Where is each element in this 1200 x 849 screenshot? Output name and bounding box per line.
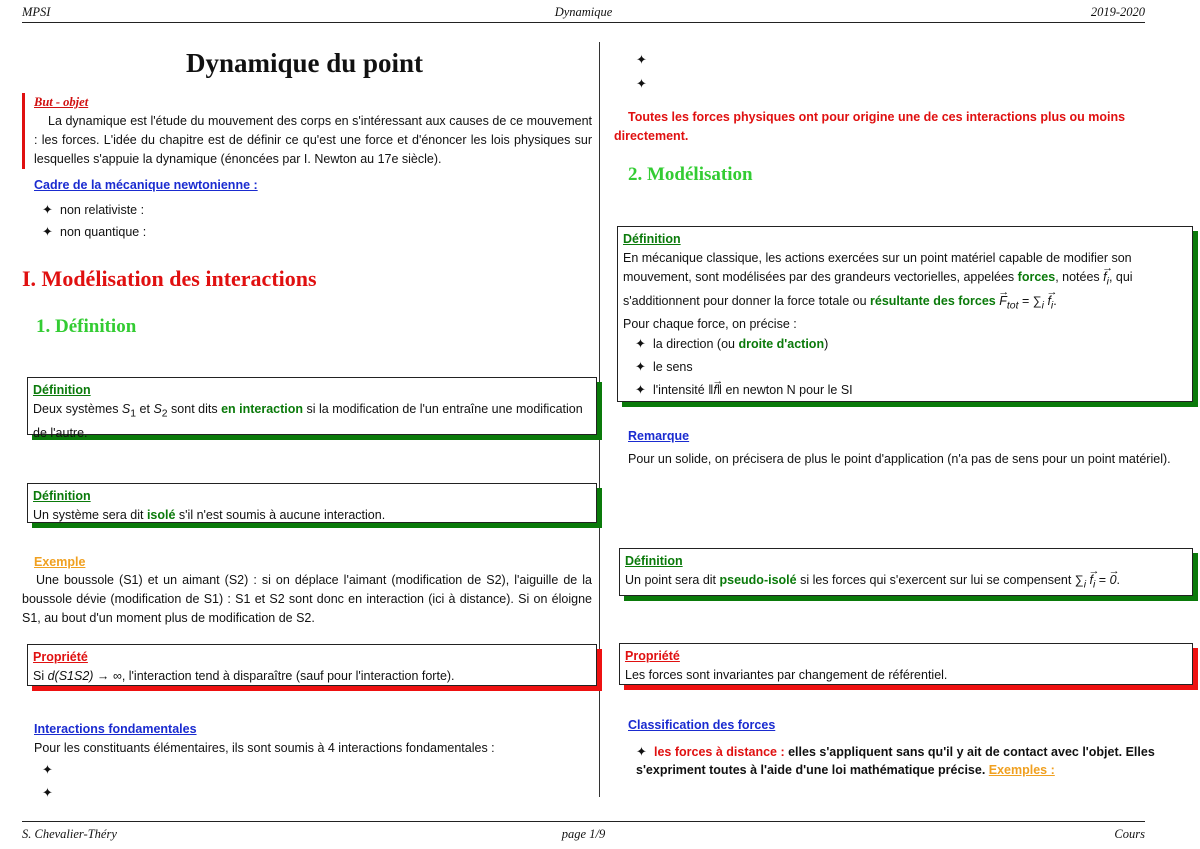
- goal-block: [22, 93, 592, 169]
- remark-text: Pour un solide, on précisera de plus le point d'application (n'a pas de sens pour un point matériel).: [628, 452, 1171, 466]
- fundamental-item: [42, 762, 60, 778]
- force-attribute-item: ✦ la direction (ou droite d'action): [635, 336, 829, 351]
- star-bullet-icon: ✦: [636, 76, 647, 91]
- cadre-item: ✦ non quantique :: [42, 224, 147, 239]
- definition-title: Définition: [33, 383, 91, 397]
- math-distance: d(S1S2) → ∞: [47, 669, 122, 683]
- interaction-item: [636, 52, 654, 68]
- header-left: MPSI: [22, 5, 51, 19]
- force-attribute-item: ✦ le sens: [635, 359, 693, 374]
- term-forces-distance: les forces à distance :: [654, 745, 785, 759]
- star-bullet-icon: ✦: [42, 224, 53, 239]
- definition-interaction-box: Définition Deux systèmes $S_1$ et $S_2$ sont dits en interaction si la modification de l'un entraîne une modification de l'autre.: [27, 377, 597, 435]
- star-bullet-icon: ✦: [635, 382, 646, 397]
- property-invariance-box: Propriété Les forces sont invariantes par changement de référentiel.: [619, 643, 1193, 685]
- definition-title: Définition: [623, 232, 681, 246]
- classification-item: ✦ les forces à distance : elles s'appliquent sans qu'il y ait de contact avec l'objet. Elles s'expriment toutes à l'aide d'une loi mathématique précise. Exemples :: [636, 744, 1155, 777]
- footer-author: S. Chevalier-Théry: [22, 827, 117, 841]
- property-title: Propriété: [33, 650, 88, 664]
- fundamentals-title: Interactions fondamentales: [34, 722, 197, 736]
- remark-title: Remarque: [628, 429, 690, 443]
- star-bullet-icon: ✦: [42, 785, 53, 800]
- property-distance-box: Propriété Si d(S1S2) → ∞, l'interaction tend à disparaître (sauf pour l'interaction forte).: [27, 644, 597, 686]
- property-title: Propriété: [625, 649, 680, 663]
- example-text: Une boussole (S1) et un aimant (S2) : si on déplace l'aimant (modification de S2), l'aiguille de la boussole dévie (modification de S1) : S1 et S2 sont donc en interaction (ici à distance). Si on éloigne S1, au bout d'un moment plus de modification de S2.: [22, 573, 592, 625]
- subsection-heading-1: 1. Définition: [36, 316, 137, 337]
- cadre-item: ✦ non relativiste :: [42, 202, 145, 217]
- fundamentals-text: Pour les constituants élémentaires, ils sont soumis à 4 interactions fondamentales :: [34, 741, 495, 755]
- term-isole: isolé: [146, 508, 176, 522]
- page-header: [22, 5, 1145, 23]
- footer-page-number: page 1/9: [561, 827, 606, 841]
- force-attribute-item: ✦ l'intensité ‖→ f‖ en newton N pour le SI: [635, 380, 1187, 400]
- page-footer: [22, 821, 1145, 845]
- definition-pseudo-isole-box: Définition Un point sera dit pseudo-isolé si les forces qui s'exercent sur lui se compensent $\sum_i \to f_i$ = → 0.: [619, 548, 1193, 596]
- star-bullet-icon: ✦: [636, 744, 647, 759]
- interaction-item: [636, 76, 654, 92]
- star-bullet-icon: ✦: [636, 52, 647, 67]
- subsection-heading-2: 2. Modélisation: [628, 164, 753, 185]
- column-separator: [599, 42, 600, 797]
- term-en-interaction: en interaction: [221, 402, 304, 416]
- star-bullet-icon: ✦: [635, 359, 646, 374]
- term-pseudo-isole: pseudo-isolé: [719, 573, 797, 587]
- star-bullet-icon: ✦: [42, 762, 53, 777]
- definition-title: Définition: [33, 489, 91, 503]
- term-forces: forces: [1017, 270, 1056, 284]
- header-right: 2019-2020: [1090, 5, 1145, 19]
- header-center: Dynamique: [554, 5, 613, 19]
- definition-forces-text: En mécanique classique, les actions exercées sur un point matériel capable de modifier son mouvement, sont modélisées par des grandeurs vectorielles, appelées forces, notées → $f_i$, qui s'additionnent pour donner la force totale ou résultante des forces → $F_{tot} = \sum_i \to f_i$.: [623, 249, 1187, 315]
- star-bullet-icon: ✦: [635, 336, 646, 351]
- section-heading-1: I. Modélisation des interactions: [22, 266, 317, 291]
- forces-origin-note: Toutes les forces physiques ont pour origine une de ces interactions plus ou moins directement.: [614, 110, 1126, 143]
- cadre-title: Cadre de la mécanique newtonienne :: [34, 178, 258, 192]
- footer-right: Cours: [1114, 827, 1145, 841]
- classification-title: Classification des forces: [628, 718, 776, 732]
- definition-title: Définition: [625, 554, 683, 568]
- star-bullet-icon: ✦: [42, 202, 53, 217]
- fundamental-item: [42, 785, 60, 801]
- examples-label: Exemples :: [988, 763, 1055, 777]
- page-title: Dynamique du point: [185, 48, 424, 78]
- term-resultante: résultante des forces: [870, 293, 996, 308]
- definition-forces-box: Définition En mécanique classique, les actions exercées sur un point matériel capable de modifier son mouvement, sont modélisées par des grandeurs vectorielles, appelées forces, notées → $f_i$, qui s'additionnent pour donner la force totale ou résultante des forces → $F_{tot} = \sum_i \to f_i$. Pour chaque force, on précise : ✦ la direction (ou droite d'action) ✦ le sens ✦ l'intensité ‖→ f‖ en newton N pour le SI: [617, 226, 1193, 402]
- definition-isole-box: Définition Un système sera dit isolé s'il n'est soumis à aucune interaction.: [27, 483, 597, 523]
- goal-text: La dynamique est l'étude du mouvement des corps en s'intéressant aux causes de ce mouvement : les forces. L'idée du chapitre est de définir ce qu'est une force et d'énoncer les lois physiques sur lesquelles s'appuie la dynamique (énoncées par I. Newton au 17e siècle).: [34, 114, 592, 166]
- goal-label: But - objet: [34, 95, 89, 109]
- example-title: Exemple: [34, 555, 86, 569]
